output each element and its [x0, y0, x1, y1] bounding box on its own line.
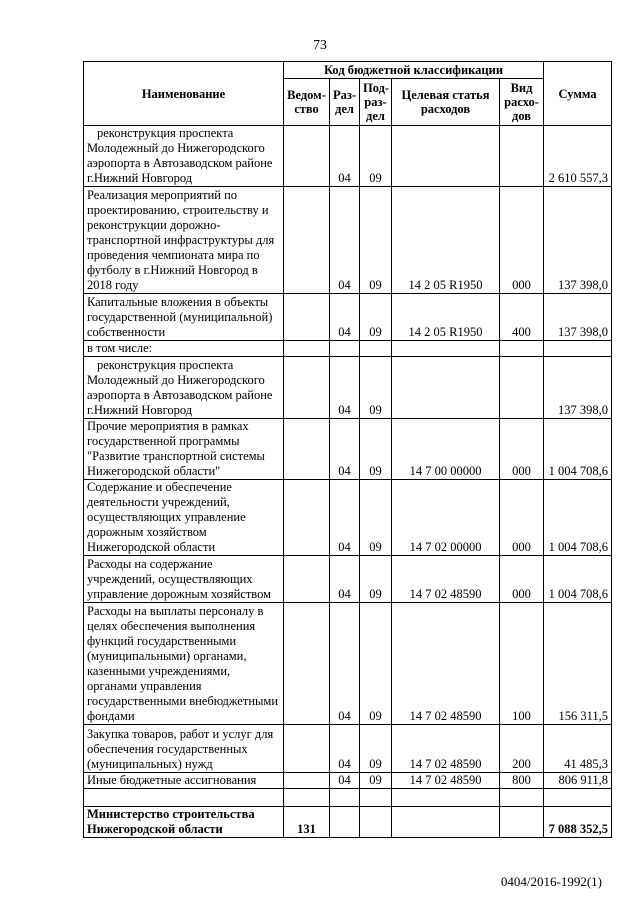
row-razdel: [330, 807, 360, 838]
budget-table: [83, 61, 612, 838]
header-name: Наименование: [84, 62, 284, 126]
row-target-article: [392, 126, 500, 187]
table-row: [84, 419, 612, 480]
row-sum: 1 004 708,6: [544, 480, 612, 556]
row-podrazdel: 09: [360, 294, 392, 341]
row-sum: 137 398,0: [544, 357, 612, 419]
row-name: Расходы на выплаты персоналу в целях обеспечения выполнения функций государственными (муниципальными) органами, казенными учреждениями, органами управления государственными внебюджетными фондами: [84, 603, 284, 725]
row-expense-type: 000: [500, 187, 544, 294]
row-razdel: [330, 341, 360, 357]
row-razdel: 04: [330, 187, 360, 294]
row-sum: [544, 341, 612, 357]
row-vedomstvo: [284, 480, 330, 556]
table-body: [84, 126, 612, 838]
row-vedomstvo: [284, 187, 330, 294]
row-expense-type: [500, 341, 544, 357]
row-name: Капитальные вложения в объекты государственной (муниципальной) собственности: [84, 294, 284, 341]
row-vedomstvo: [284, 357, 330, 419]
row-razdel: 04: [330, 294, 360, 341]
row-podrazdel: [360, 789, 392, 807]
row-expense-type: [500, 807, 544, 838]
header-classification-code: Код бюджетной классификации: [284, 62, 544, 79]
table-row: [84, 294, 612, 341]
row-sum: [544, 789, 612, 807]
row-name: Расходы на содержание учреждений, осуществляющих управление дорожным хозяйством: [84, 556, 284, 603]
row-podrazdel: [360, 807, 392, 838]
row-podrazdel: 09: [360, 480, 392, 556]
row-name: Реализация мероприятий по проектированию, строительству и реконструкции дорожно-транспортной инфраструктуры для проведения чемпионата мира по футболу в г.Нижний Новгород в 2018 году: [84, 187, 284, 294]
row-vedomstvo: [284, 126, 330, 187]
table-row: [84, 789, 612, 807]
row-podrazdel: 09: [360, 556, 392, 603]
row-vedomstvo: [284, 603, 330, 725]
row-name: Закупка товаров, работ и услуг для обеспечения государственных (муниципальных) нужд: [84, 725, 284, 773]
row-sum: 806 911,8: [544, 773, 612, 789]
row-target-article: 14 2 05 R1950: [392, 294, 500, 341]
row-expense-type: 000: [500, 556, 544, 603]
table-row: [84, 603, 612, 725]
row-vedomstvo: [284, 341, 330, 357]
row-target-article: 14 7 02 00000: [392, 480, 500, 556]
row-vedomstvo: [284, 725, 330, 773]
row-expense-type: 400: [500, 294, 544, 341]
document-code: 0404/2016-1992(1): [500, 874, 602, 889]
table-row: [84, 187, 612, 294]
row-target-article: 14 7 00 00000: [392, 419, 500, 480]
row-razdel: 04: [330, 556, 360, 603]
table-row: [84, 556, 612, 603]
header-sum: Сумма: [544, 62, 612, 126]
row-podrazdel: 09: [360, 725, 392, 773]
row-razdel: 04: [330, 126, 360, 187]
row-razdel: 04: [330, 419, 360, 480]
row-target-article: 14 7 02 48590: [392, 556, 500, 603]
row-expense-type: 000: [500, 480, 544, 556]
row-razdel: 04: [330, 480, 360, 556]
row-sum: 137 398,0: [544, 187, 612, 294]
row-target-article: [392, 341, 500, 357]
row-name: в том числе:: [84, 341, 284, 357]
row-expense-type: 100: [500, 603, 544, 725]
row-razdel: 04: [330, 603, 360, 725]
table-row: [84, 126, 612, 187]
row-expense-type: [500, 357, 544, 419]
row-expense-type: 800: [500, 773, 544, 789]
row-expense-type: [500, 126, 544, 187]
row-razdel: 04: [330, 357, 360, 419]
row-razdel: 04: [330, 773, 360, 789]
row-target-article: [392, 789, 500, 807]
row-name: реконструкция проспекта Молодежный до Нижегородского аэропорта в Автозаводском районе г.Нижний Новгород: [84, 357, 284, 419]
row-expense-type: 000: [500, 419, 544, 480]
row-name: Министерство строительства Нижегородской области: [84, 807, 284, 838]
row-name: Иные бюджетные ассигнования: [84, 773, 284, 789]
row-vedomstvo: [284, 789, 330, 807]
table-row: [84, 773, 612, 789]
row-target-article: 14 7 02 48590: [392, 773, 500, 789]
row-podrazdel: 09: [360, 603, 392, 725]
row-podrazdel: 09: [360, 773, 392, 789]
row-name: Прочие мероприятия в рамках государственной программы "Развитие транспортной системы Нижегородской области": [84, 419, 284, 480]
row-razdel: [330, 789, 360, 807]
row-sum: 41 485,3: [544, 725, 612, 773]
row-target-article: 14 7 02 48590: [392, 603, 500, 725]
row-target-article: 14 7 02 48590: [392, 725, 500, 773]
row-razdel: 04: [330, 725, 360, 773]
page-number: 73: [313, 38, 327, 53]
row-podrazdel: [360, 341, 392, 357]
row-name: реконструкция проспекта Молодежный до Нижегородского аэропорта в Автозаводском районе г.Нижний Новгород: [84, 126, 284, 187]
header-vedomstvo: Ведом-ство: [284, 79, 330, 126]
row-target-article: [392, 357, 500, 419]
header-razdel: Раз-дел: [330, 79, 360, 126]
header-target-article: Целевая статья расходов: [392, 79, 500, 126]
table-row: [84, 357, 612, 419]
row-expense-type: [500, 789, 544, 807]
header-podrazdel: Под-раз-дел: [360, 79, 392, 126]
row-sum: 7 088 352,5: [544, 807, 612, 838]
table-row: [84, 480, 612, 556]
row-podrazdel: 09: [360, 187, 392, 294]
row-sum: 137 398,0: [544, 294, 612, 341]
row-sum: 2 610 557,3: [544, 126, 612, 187]
header-expense-type: Вид расхо-дов: [500, 79, 544, 126]
row-expense-type: 200: [500, 725, 544, 773]
table-row: [84, 725, 612, 773]
row-name: [84, 789, 284, 807]
table-row: [84, 341, 612, 357]
row-sum: 1 004 708,6: [544, 556, 612, 603]
row-target-article: 14 2 05 R1950: [392, 187, 500, 294]
row-sum: 1 004 708,6: [544, 419, 612, 480]
row-vedomstvo: [284, 419, 330, 480]
row-vedomstvo: [284, 556, 330, 603]
row-target-article: [392, 807, 500, 838]
row-vedomstvo: 131: [284, 807, 330, 838]
row-vedomstvo: [284, 773, 330, 789]
row-podrazdel: 09: [360, 419, 392, 480]
row-sum: 156 311,5: [544, 603, 612, 725]
row-podrazdel: 09: [360, 357, 392, 419]
table-row: [84, 807, 612, 838]
row-vedomstvo: [284, 294, 330, 341]
row-name: Содержание и обеспечение деятельности учреждений, осуществляющих управление дорожным хозяйством Нижегородской области: [84, 480, 284, 556]
row-podrazdel: 09: [360, 126, 392, 187]
